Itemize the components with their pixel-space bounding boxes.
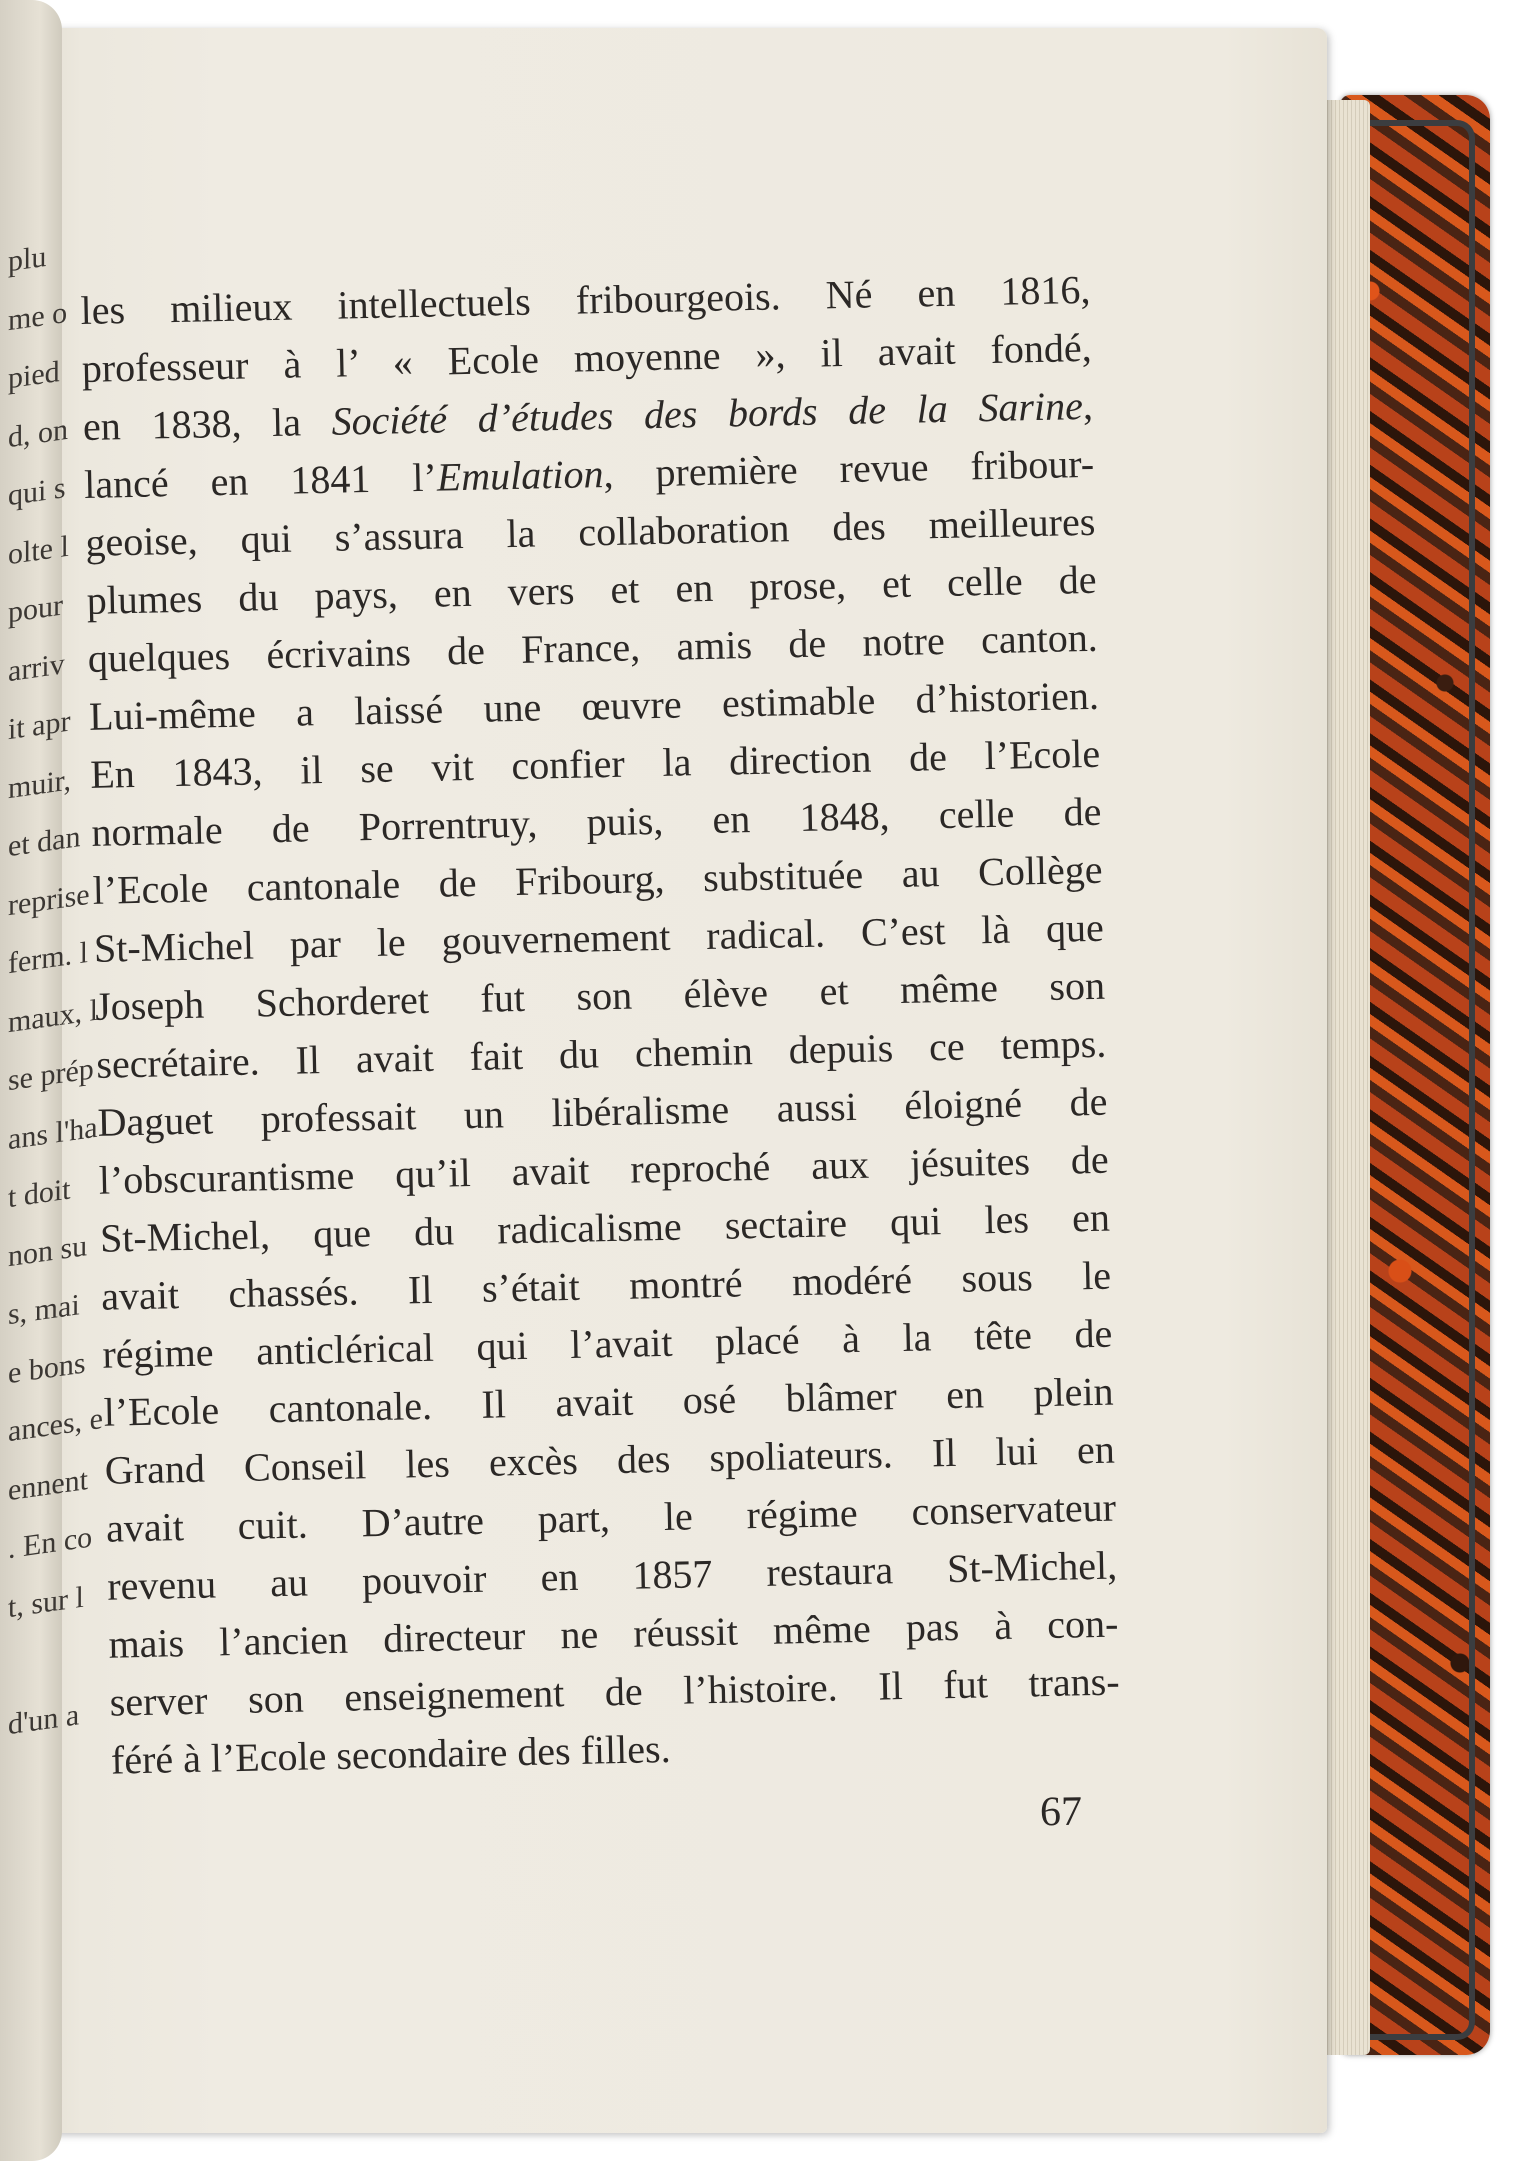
text-segment: St-Michel par le gouvernement radical. C’est là que <box>93 904 1105 971</box>
left-page-fragment: muir, <box>8 762 71 805</box>
text-segment: les milieux intellectuels fribourgeois. Né en 1816, <box>80 266 1091 333</box>
text-segment: geoise, qui s’assura la collaboration des meilleures <box>84 498 1096 565</box>
left-page-fragment: d'un a <box>8 1697 80 1741</box>
left-page-fragment: plu <box>8 239 47 279</box>
left-page-fragment: e bons <box>8 1345 86 1390</box>
text-segment: féré à l’Ecole secondaire des filles. <box>110 1725 672 1783</box>
text-segment: En 1843, il se vit confier la direction de l’Ecole <box>89 730 1101 797</box>
left-page-fragment: . En co <box>8 1520 93 1566</box>
left-page-fragment: maux, l <box>8 993 98 1039</box>
text-segment: St-Michel, que du radicalisme sectaire qui les en <box>99 1194 1111 1261</box>
left-page-fragment: ennent <box>8 1462 88 1507</box>
text-segment: Lui-même a laissé une œuvre estimable d’historien. <box>88 672 1100 739</box>
left-page-fragment <box>0 1630 62 1697</box>
left-page-fragment: pied <box>8 354 60 396</box>
left-page-fragment: olte l <box>8 529 69 571</box>
text-segment: régime anticlérical qui l’avait placé à la tête de <box>101 1310 1113 1377</box>
left-page-fragment: t doit <box>8 1172 71 1215</box>
text-segment: l’obscurantisme qu’il avait reproché aux jésuites de <box>98 1136 1110 1203</box>
left-page-fragment: se prép <box>8 1052 94 1098</box>
left-page-fragment: ans l'ha <box>8 1110 98 1156</box>
left-page-fragment: ferm. l <box>8 935 88 981</box>
text-segment: secrétaire. Il avait fait du chemin depuis ce temps. <box>95 1020 1107 1087</box>
left-page-fragment: non su <box>8 1228 88 1273</box>
text-segment: lancé en 1841 l’ <box>83 454 438 507</box>
text-segment: revenu au pouvoir en 1857 restaura St-Michel, <box>106 1542 1118 1609</box>
text-segment: , première revue fribour- <box>602 440 1095 497</box>
left-page-fragment: reprise <box>8 877 90 922</box>
text-segment: l’Ecole cantonale. Il avait osé blâmer en plein <box>103 1368 1114 1435</box>
text-segment: en 1838, la <box>82 398 333 449</box>
left-page-fragment: pour <box>8 588 63 630</box>
left-page-fragment: me o <box>8 295 68 337</box>
text-segment: Grand Conseil les excès des spoliateurs. Il lui en <box>104 1426 1116 1493</box>
italic-title: Société d’études des bords de la Sarine <box>331 383 1084 444</box>
text-segment: l’Ecole cantonale de Fribourg, substituée au Collège <box>92 846 1103 913</box>
text-segment: normale de Porrentruy, puis, en 1848, celle de <box>91 788 1102 855</box>
italic-title: Emulation <box>436 451 604 500</box>
text-segment: mais l’ancien directeur ne réussit même pas à con- <box>108 1600 1119 1667</box>
text-segment: plumes du pays, en vers et en prose, et celle de <box>86 556 1097 623</box>
left-page-fragment: it apr <box>8 704 71 747</box>
left-page-fragment: t, sur l <box>8 1580 84 1624</box>
left-page-fragment: arriv <box>8 646 65 688</box>
text-segment: , <box>1082 382 1094 429</box>
left-page-text <box>0 230 103 1751</box>
text-segment: avait chassés. Il s’était montré modéré sous le <box>100 1252 1112 1319</box>
page-body-text <box>80 261 1121 1790</box>
left-page-fragment: ances, e <box>8 1401 103 1449</box>
text-segment: server son enseignement de l’histoire. Il fut trans- <box>109 1658 1120 1725</box>
left-page-fragment: et dan <box>8 820 81 864</box>
left-page-fragment: s, mai <box>8 1288 80 1332</box>
text-segment: Daguet professait un libéralisme aussi éloigné de <box>97 1078 1108 1145</box>
left-page-fragment: d, on <box>8 412 68 454</box>
text-segment: Joseph Schorderet fut son élève et même son <box>94 962 1106 1029</box>
left-page-sliver <box>0 0 103 2161</box>
left-page-fragment: qui s <box>8 471 66 513</box>
page-number: 67 <box>1039 1788 1083 1836</box>
text-segment: avait cuit. D’autre part, le régime conservateur <box>105 1484 1117 1551</box>
cover-spine-edge <box>1355 120 1475 2040</box>
text-segment: professeur à l’ « Ecole moyenne », il avait fondé, <box>81 324 1093 391</box>
text-segment: quelques écrivains de France, amis de notre canton. <box>87 614 1099 681</box>
